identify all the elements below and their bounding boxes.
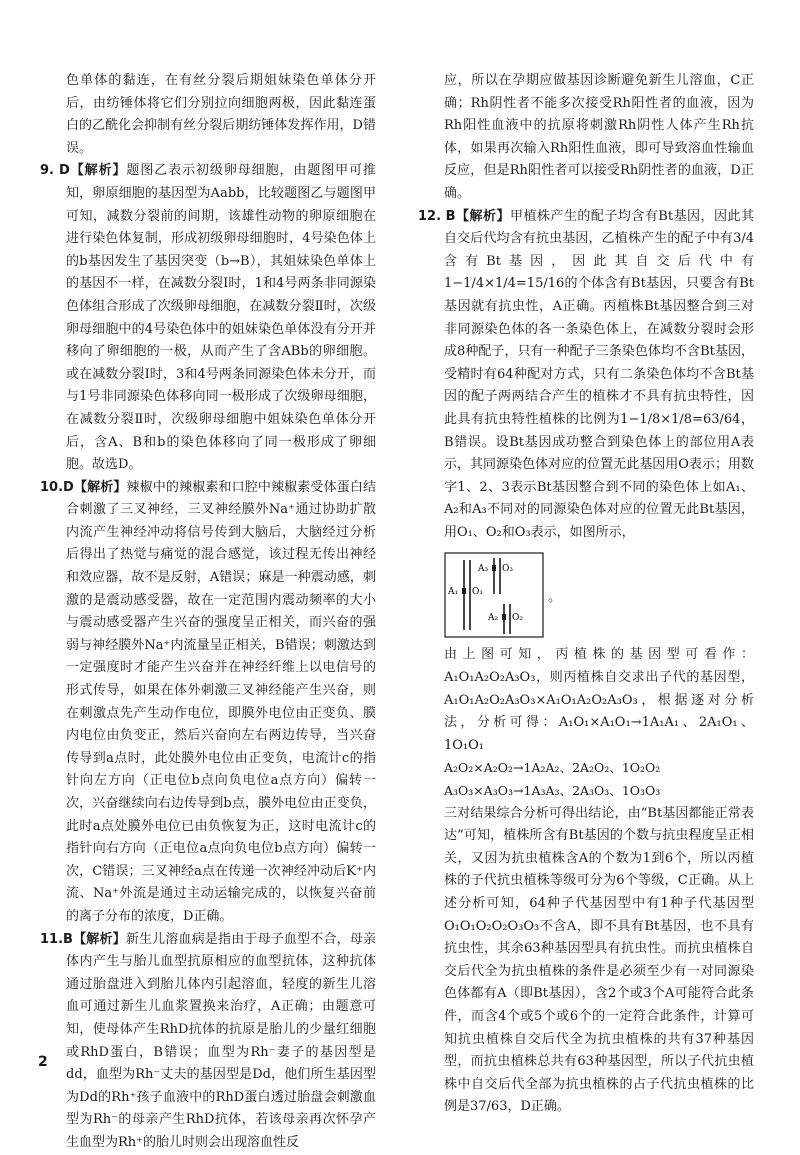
gene-mark-a1 [462,588,466,594]
label-a1: A₁ [448,587,459,598]
left-column [40,70,376,1155]
answer-12-text-a: 甲植株产生的配子均含有Bt基因，因此其自交后代均含有抗虫基因，乙植株产生的配子中有3/4含有Bt基因，因此其自交后代中有1−1/4×1/4=15/16的个体含有Bt基因，只要含有Bt基因就有抗虫性，A正确。丙植株Bt基因整合到三对非同源染色体的各一条染色体上，在减数分裂时会形成8种配子，只有一种配子三条染色体均不含Bt基因，受精时有64种配对方式，只有二条染色体均不含Bt基因的配子两两结合产生的植株才不具有抗虫特性，因此具有抗虫特性植株的比例为1−1/8×1/8=63/64，B错误。设Bt基因成功整合到染色体上的部位用A表示，其同源染色体对应的位置无此基因用O表示；用数字1、2、3表示Bt基因整合到不同的染色体上如A₁、A₂和A₃不同对的同源染色体对应的位置无此Bt基因，用O₁、O₂和O₃表示，如图所示， [444,208,754,540]
label-a3: A₃ [478,564,489,575]
answer-12-text-b: 由上图可知，丙植株的基因型可看作：A₁O₁A₂O₂A₃O₃，则丙植株自交求出子代的基因型，A₁O₁A₂O₂A₃O₃×A₁O₁A₂O₂A₃O₃，根据逐对分析法，分析可得：A₁O₁×A₁O₁→1A₁A₁、2A₁O₁、1O₁O₁ [444,647,754,753]
answer-9-head: D【解析】 [59,163,127,179]
answer-11-text: 新生儿溶血病是指由于母子血型不合，母亲体内产生与胎儿血型抗原相应的血型抗体，这种抗体通过胎盘进入到胎儿体内引起溶血，轻度的新生儿溶血可通过新生儿血浆置换来治疗，A正确；由题意可知，使母体产生RhD抗体的抗原是胎儿的少量红细胞或RhD蛋白，B错误；血型为Rh⁻妻子的基因型是dd，血型为Rh⁻丈夫的基因型是Dd，他们所生基因型为Dd的Rh⁺孩子血液中的RhD蛋白透过胎盘会刺激血型为Rh⁻的母亲产生RhD抗体，若该母亲再次怀孕产生血型为Rh⁺的胎儿时则会出现溶血性反 [66,931,376,1150]
gene-mark-a3 [492,565,496,571]
formula-line-3: A₃O₃×A₃O₃→1A₃A₃、2A₃O₃、1O₃O₃ [444,783,661,799]
continued-text-right: 应，所以在孕期应做基因诊断避免新生儿溶血，C正确；Rh阴性者不能多次接受Rh阳性者的血液，因为Rh阳性血液中的抗原将刺激Rh阴性人体产生Rh抗体，如果再次输入Rh阳性血液，即可导致溶血性输血反应，但是Rh阳性者可以接受Rh阴性者的血液，D正确。 [444,73,754,201]
answer-10-text: 辣椒中的辣椒素和口腔中辣椒素受体蛋白结合刺激了三叉神经，三叉神经膜外Na⁺通过协助扩散内流产生神经冲动将信号传到大脑后，大脑经过分析后得出了热觉与痛觉的混合感觉，该过程无传出神经和效应器，故不是反射，A错误；麻是一种震动感，刺激的是震动感受器，故在一定范围内震动频率的大小与震动感受器产生兴奋的强度呈正相关，而兴奋的强弱与神经膜外Na⁺内流量呈正相关，B错误；刺激达到一定强度时才能产生兴奋并在神经纤维上以电信号的形式传导，如果在体外刺激三叉神经能产生兴奋，则在刺激点先产生动作电位，即膜外电位由正变负、膜内电位由负变正，然后兴奋向左右两边传导，当兴奋传导到a点时，此处膜外电位由正变负，电流计c的指针向左方向（正电位b点向负电位a点方向）偏转一次，兴奋继续向右边传导到b点，膜外电位由正变负，此时a点处膜外电位已由负恢复为正，这时电流计c的指针向右方向（正电位a点向负电位b点方向）偏转一次，C错误；三叉神经a点在传递一次神经冲动后K⁺内流、Na⁺外流是通过主动运输完成的，以恢复兴奋前的离子分布的浓度，D正确。 [66,479,376,924]
label-a2: A₂ [488,613,499,624]
answer-10-number: 10. [40,479,64,495]
answer-12 [418,206,754,545]
answer-9 [40,160,376,476]
continued-text: 色单体的黏连，在有丝分裂后期姐妹染色单体分开后，由纺锤体将它们分别拉向细胞两极，因此黏连蛋白的乙酰化会抑制有丝分裂后期纺锤体发挥作用，D错误。 [66,73,376,156]
chromosome-diagram [444,552,544,638]
label-o2: O₂ [512,613,523,624]
label-o3: O₃ [502,564,513,575]
gene-mark-a2 [502,614,506,620]
answer-11 [40,929,376,1155]
answer-11-head: B【解析】 [63,931,126,947]
chromosome-figure [444,552,754,638]
formula-line-2: A₂O₂×A₂O₂→1A₂A₂、2A₂O₂、1O₂O₂ [444,760,661,776]
answer-12-text-c: 三对结果综合分析可得出结论，由“Bt基因都能正常表达”可知，植株所含有Bt基因的个数与抗虫程度呈正相关，又因为抗虫植株含A的个数为1到6个，所以丙植株的子代抗虫植株等级可分为6个等级，C正确。从上述分析可知，64种子代基因型中有1种子代基因型O₁O₁O₂O₂O₃O₃不含A，即不具有Bt基因，也不具有抗虫性，其余63种基因型具有抗虫性。而抗虫植株自交后代全为抗虫植株的条件是必须至少有一对同源染色体都有A（即Bt基因），含2个或3个A可能符合此条件，而含4个或5个或6个的一定符合此条件，计算可知抗虫植株自交后代全为抗虫植株的共有37种基因型，而抗虫植株总共有63种基因型，所以子代抗虫植株中自交后代全部为抗虫植株的占子代抗虫植株的比例是37/63，D正确。 [444,805,754,1115]
figure-period: 。 [548,589,562,605]
answer-10 [40,477,376,929]
answer-9-text: 题图乙表示初级卵母细胞，由题图甲可推知，卵原细胞的基因型为Aabb，比较题图乙与题图甲可知，减数分裂前的间期，该雄性动物的卵原细胞在进行染色体复制，形成初级卵母细胞时，4号染色体上的b基因发生了基因突变（b→B），其姐妹染色单体上的基因不一样，在减数分裂Ⅰ时，1和4号两条非同源染色体组合形成了次级卵母细胞，在减数分裂Ⅱ时，次级卵母细胞中的4号染色体中的姐妹染色单体没有分开并移向了卵细胞的一极，从而产生了含ABb的卵细胞。或在减数分裂Ⅰ时，3和4号两条同源染色体未分开，而与1号非同源染色体移向同一极形成了次级卵母细胞，在减数分裂Ⅱ时，次级卵母细胞中姐妹染色单体分开后，含A、B和b的染色体移向了同一极形成了卵细胞。故选D。 [66,163,376,473]
answer-12-head: B【解析】 [445,208,510,224]
answer-12-number: 12. [418,208,442,224]
right-column [418,70,754,1119]
label-o1: O₁ [472,587,483,598]
answer-11-number: 11. [40,931,64,947]
answer-10-head: D【解析】 [63,479,127,495]
answer-9-number: 9. [40,163,54,179]
page-number: 2 [38,1054,48,1070]
